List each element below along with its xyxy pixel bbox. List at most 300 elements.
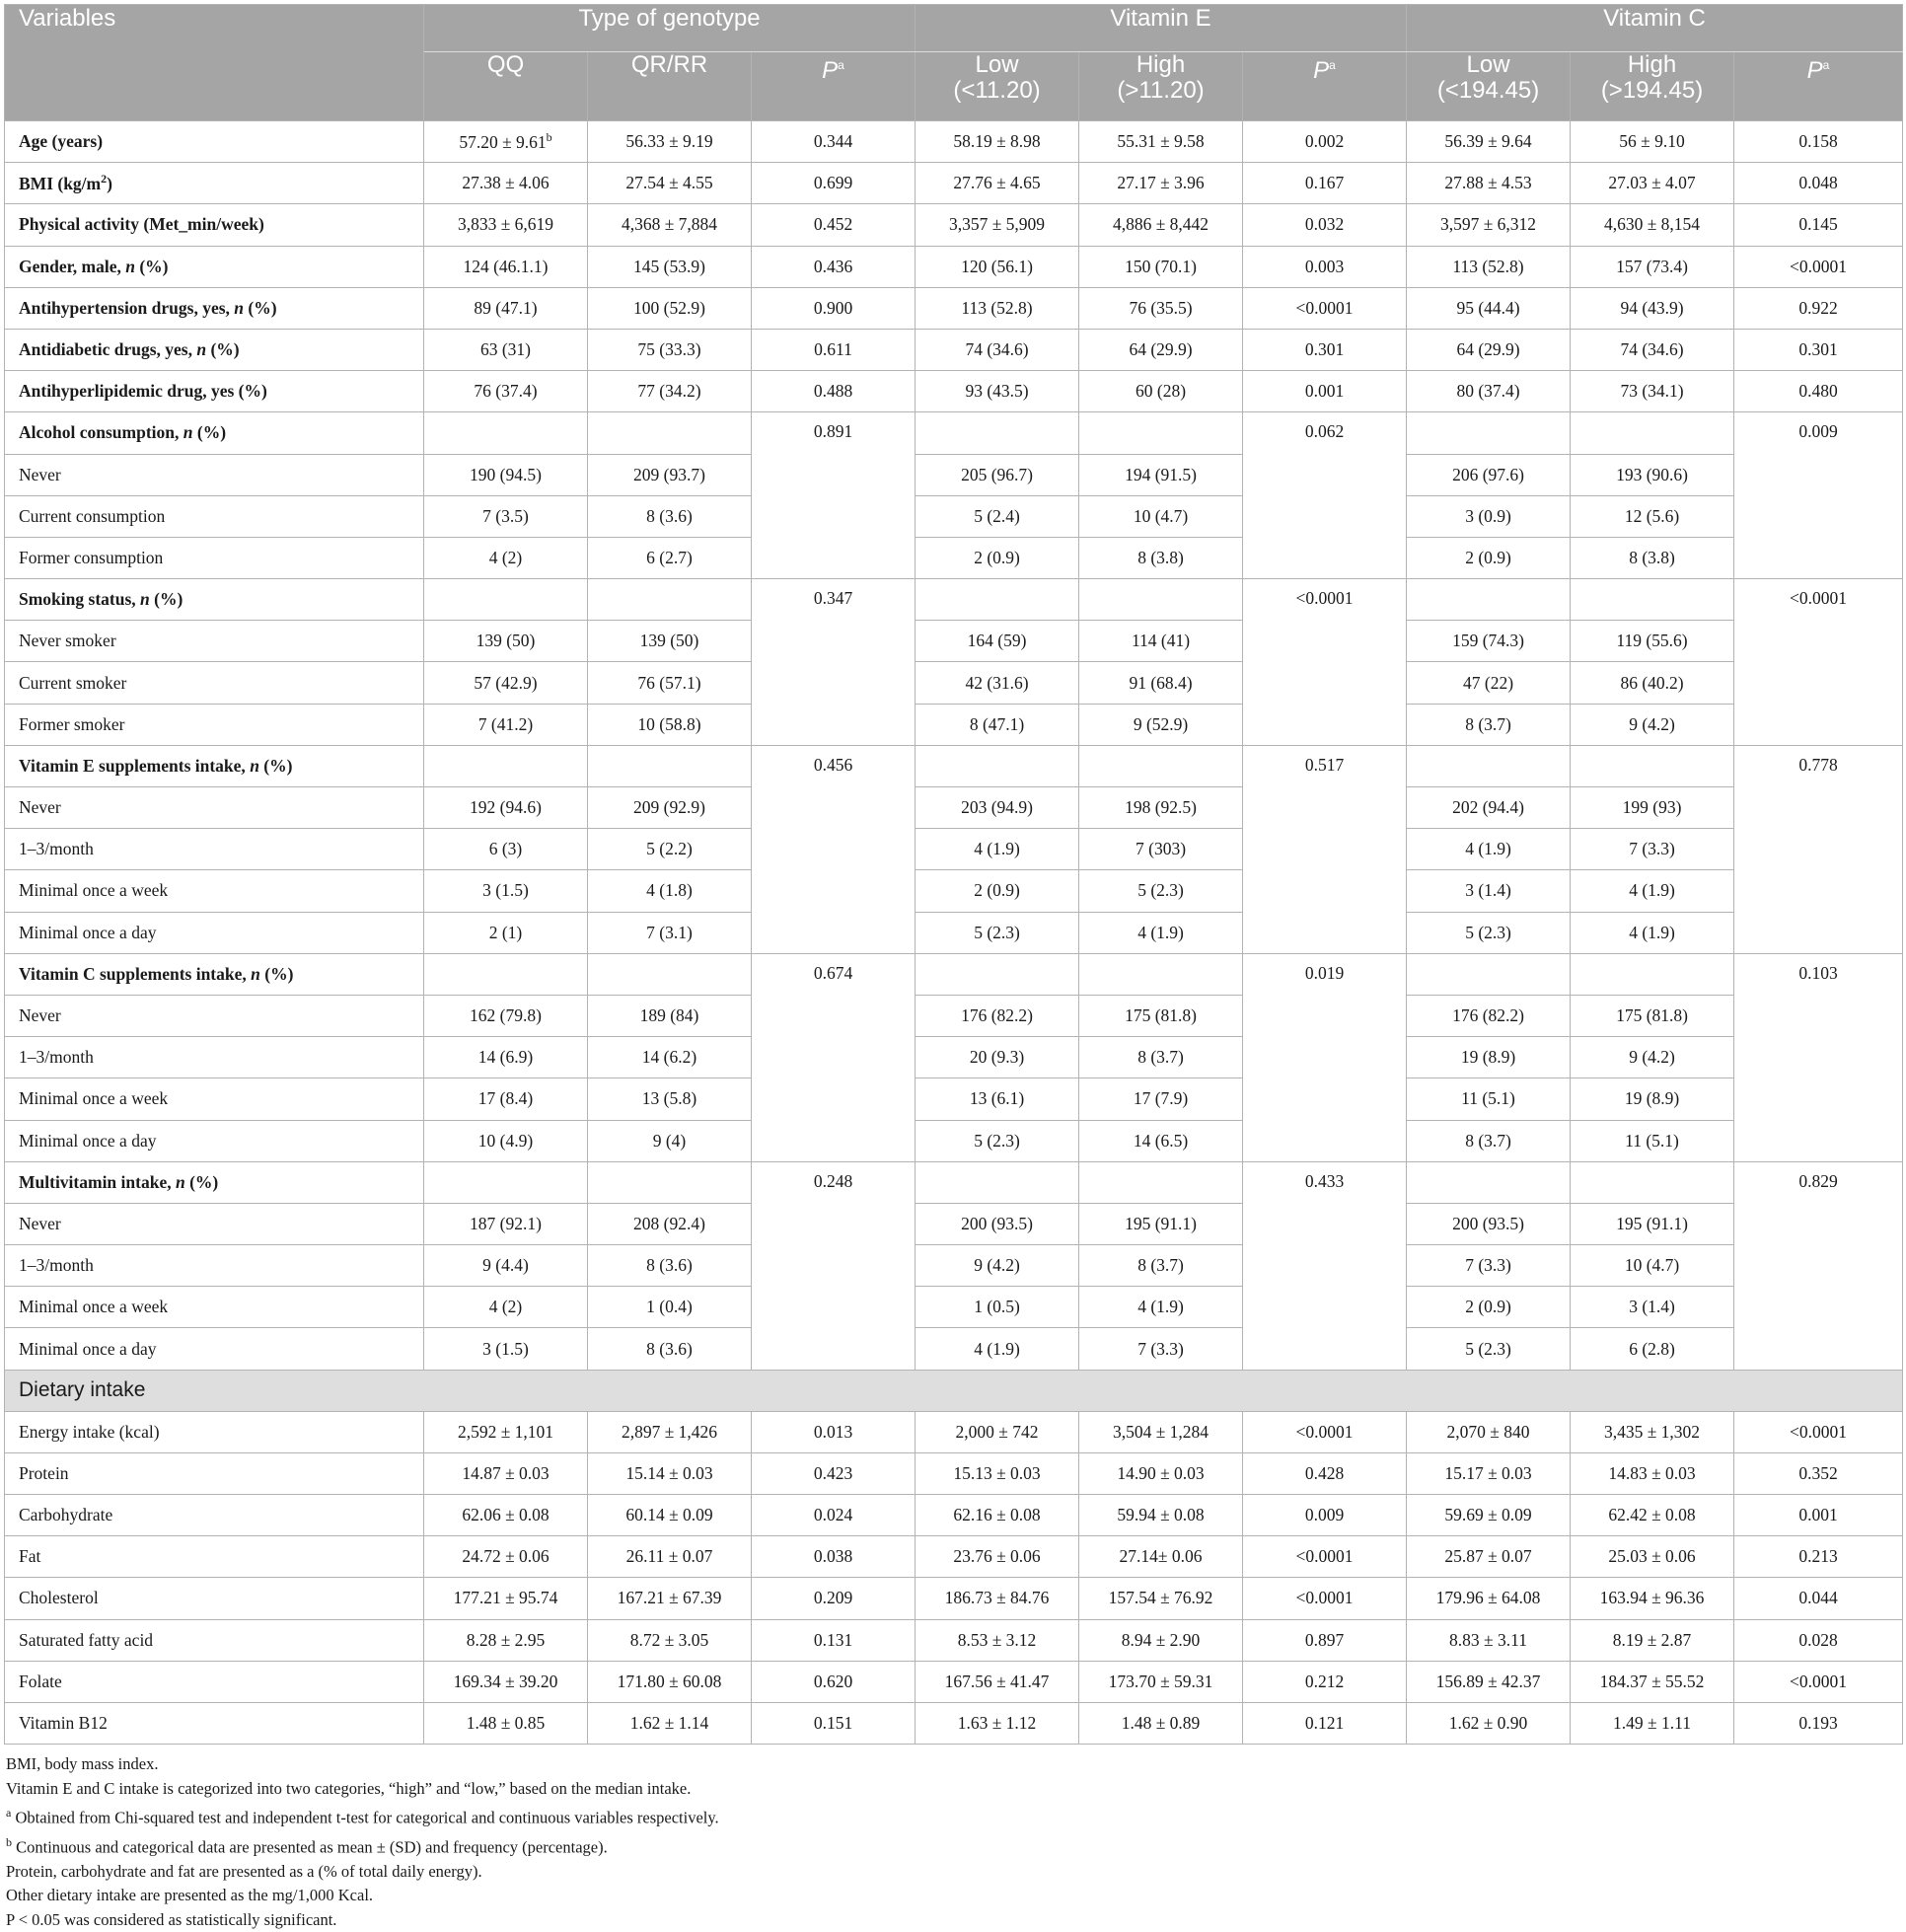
- table-row: [5, 454, 1903, 495]
- cell: 64 (29.9): [1407, 329, 1571, 370]
- cell: 2 (0.9): [916, 870, 1079, 912]
- cell: 0.002: [1243, 121, 1407, 163]
- cell: 0.620: [752, 1661, 916, 1702]
- cell: 0.145: [1734, 204, 1903, 246]
- cell: 163.94 ± 96.36: [1571, 1578, 1734, 1619]
- row-label: Multivitamin intake, n (%): [5, 1161, 424, 1203]
- cell: [1407, 1161, 1571, 1203]
- table-row: [5, 1203, 1903, 1244]
- cell: 3,833 ± 6,619: [424, 204, 588, 246]
- table-row: [5, 1078, 1903, 1120]
- table-row: [5, 704, 1903, 745]
- cell: 56.33 ± 9.19: [588, 121, 752, 163]
- table-row: [5, 329, 1903, 370]
- cell: 55.31 ± 9.58: [1079, 121, 1243, 163]
- cell: 94 (43.9): [1571, 287, 1734, 329]
- p-value-header-genotype: $P^a$: [752, 52, 916, 121]
- cell: 202 (94.4): [1407, 787, 1571, 829]
- cell: 26.11 ± 0.07: [588, 1536, 752, 1578]
- cell: 7 (3.3): [1407, 1245, 1571, 1287]
- footnote-categorization: Vitamin E and C intake is categorized into two categories, “high” and “low,” based on the median intake.: [6, 1778, 692, 1798]
- row-label: Folate: [5, 1661, 424, 1702]
- cell: 3,435 ± 1,302: [1571, 1411, 1734, 1452]
- cell: 175 (81.8): [1571, 995, 1734, 1036]
- cell: <0.0001: [1243, 1578, 1407, 1619]
- cell: 5 (2.3): [1407, 1328, 1571, 1370]
- cell: 186.73 ± 84.76: [916, 1578, 1079, 1619]
- cell: 8.28 ± 2.95: [424, 1619, 588, 1661]
- cell: 3 (0.9): [1407, 495, 1571, 537]
- cell: 177.21 ± 95.74: [424, 1578, 588, 1619]
- cell: 167.56 ± 41.47: [916, 1661, 1079, 1702]
- cell: 6 (2.7): [588, 537, 752, 578]
- cell: 5 (2.2): [588, 829, 752, 870]
- cell: 4 (1.8): [588, 870, 752, 912]
- cell: 193 (90.6): [1571, 454, 1734, 495]
- table-row: [5, 621, 1903, 662]
- cell: 173.70 ± 59.31: [1079, 1661, 1243, 1702]
- cell: <0.0001: [1243, 287, 1407, 329]
- cell: 56 ± 9.10: [1571, 121, 1734, 163]
- row-label: Vitamin B12: [5, 1702, 424, 1744]
- cell: 0.121: [1243, 1702, 1407, 1744]
- cell: 27.17 ± 3.96: [1079, 163, 1243, 204]
- cell: 4 (1.9): [1571, 870, 1734, 912]
- genotype-group-header: Type of genotype: [424, 5, 916, 52]
- table-row: [5, 870, 1903, 912]
- row-label: BMI $(kg/m^2)$: [5, 163, 424, 204]
- cell: 15.17 ± 0.03: [1407, 1452, 1571, 1494]
- header-row-groups: [5, 5, 1903, 52]
- cell: 7 (3.5): [424, 495, 588, 537]
- table-row: [5, 121, 1903, 163]
- row-label: Antidiabetic drugs, yes, n (%): [5, 329, 424, 370]
- cell: 139 (50): [588, 621, 752, 662]
- cell: [424, 953, 588, 995]
- cell: 7 (41.2): [424, 704, 588, 745]
- table-row: [5, 1411, 1903, 1452]
- cell: 0.344: [752, 121, 916, 163]
- cell: 120 (56.1): [916, 246, 1079, 287]
- cell: 0.900: [752, 287, 916, 329]
- cell: 1.48 ± 0.85: [424, 1702, 588, 1744]
- footnote-a: $^a$ Obtained from Chi-squared test and independent t-test for categorical and continuous variables respectively.: [6, 1805, 719, 1827]
- table-row: [5, 495, 1903, 537]
- section-row-dietary-intake: [5, 1370, 1903, 1411]
- cell: 1.49 ± 1.11: [1571, 1702, 1734, 1744]
- cell: 76 (57.1): [588, 662, 752, 704]
- cell: 1 (0.4): [588, 1287, 752, 1328]
- cell: 14.87 ± 0.03: [424, 1452, 588, 1494]
- cell: 8 (3.7): [1079, 1245, 1243, 1287]
- cell: 113 (52.8): [1407, 246, 1571, 287]
- cell: 184.37 ± 55.52: [1571, 1661, 1734, 1702]
- cell: 0.044: [1734, 1578, 1903, 1619]
- p-value-cell: 0.517: [1243, 745, 1407, 953]
- table-row: [5, 1037, 1903, 1078]
- cell: 2,070 ± 840: [1407, 1411, 1571, 1452]
- row-label: 1–3/month: [5, 1245, 424, 1287]
- cell: 19 (8.9): [1571, 1078, 1734, 1120]
- cell: 11 (5.1): [1571, 1120, 1734, 1161]
- cell: 14 (6.9): [424, 1037, 588, 1078]
- cell: 2 (0.9): [916, 537, 1079, 578]
- cell: 14.83 ± 0.03: [1571, 1452, 1734, 1494]
- cell: 0.048: [1734, 163, 1903, 204]
- cell: [1571, 412, 1734, 454]
- cell: [1407, 579, 1571, 621]
- cell: 1.62 ± 0.90: [1407, 1702, 1571, 1744]
- cell: 119 (55.6): [1571, 621, 1734, 662]
- cell: 57.20 ± 9.61$^b$: [424, 121, 588, 163]
- cell: 0.922: [1734, 287, 1903, 329]
- cell: 7 (3.3): [1571, 829, 1734, 870]
- row-label: Never smoker: [5, 621, 424, 662]
- cell: 3 (1.5): [424, 870, 588, 912]
- cell: 27.14± 0.06: [1079, 1536, 1243, 1578]
- cell: 9 (4): [588, 1120, 752, 1161]
- row-label: Minimal once a day: [5, 1328, 424, 1370]
- cell: 8 (3.6): [588, 495, 752, 537]
- cell: [1079, 412, 1243, 454]
- cell: 156.89 ± 42.37: [1407, 1661, 1571, 1702]
- cell: 0.428: [1243, 1452, 1407, 1494]
- cell: 0.167: [1243, 163, 1407, 204]
- cell: 4 (1.9): [1571, 912, 1734, 953]
- p-value-cell: 0.829: [1734, 1161, 1903, 1370]
- cell: 80 (37.4): [1407, 371, 1571, 412]
- cell: 14 (6.2): [588, 1037, 752, 1078]
- cell: 76 (35.5): [1079, 287, 1243, 329]
- row-label: Current consumption: [5, 495, 424, 537]
- cell: <0.0001: [1243, 1411, 1407, 1452]
- cell: [1571, 579, 1734, 621]
- cell: 24.72 ± 0.06: [424, 1536, 588, 1578]
- cell: 2,897 ± 1,426: [588, 1411, 752, 1452]
- cell: 8 (3.8): [1571, 537, 1734, 578]
- cell: 169.34 ± 39.20: [424, 1661, 588, 1702]
- cell: 139 (50): [424, 621, 588, 662]
- cell: 205 (96.7): [916, 454, 1079, 495]
- row-label: Physical activity (Met_min/week): [5, 204, 424, 246]
- cell: 57 (42.9): [424, 662, 588, 704]
- cell: 0.003: [1243, 246, 1407, 287]
- cell: 89 (47.1): [424, 287, 588, 329]
- cell: 209 (93.7): [588, 454, 752, 495]
- vitamin-e-group-header: Vitamin E: [916, 5, 1407, 52]
- row-label: Vitamin E supplements intake, n (%): [5, 745, 424, 786]
- cell: 0.013: [752, 1411, 916, 1452]
- cell: 74 (34.6): [1571, 329, 1734, 370]
- cell: 13 (5.8): [588, 1078, 752, 1120]
- row-label: 1–3/month: [5, 829, 424, 870]
- cell: 0.212: [1243, 1661, 1407, 1702]
- variables-header: Variables: [5, 5, 424, 121]
- cell: 9 (4.2): [1571, 704, 1734, 745]
- table-row: [5, 662, 1903, 704]
- cell: 0.301: [1734, 329, 1903, 370]
- cell: [1079, 953, 1243, 995]
- cell: 1.63 ± 1.12: [916, 1702, 1079, 1744]
- cell: 4 (1.9): [1079, 1287, 1243, 1328]
- cell: 4 (1.9): [1407, 829, 1571, 870]
- cell: 198 (92.5): [1079, 787, 1243, 829]
- table-row: [5, 1120, 1903, 1161]
- cell: 187 (92.1): [424, 1203, 588, 1244]
- table-row: [5, 1161, 1903, 1203]
- row-label: Saturated fatty acid: [5, 1619, 424, 1661]
- cell: [588, 953, 752, 995]
- cell: 8 (3.6): [588, 1328, 752, 1370]
- qq-header: QQ: [424, 52, 588, 121]
- cell: 0.028: [1734, 1619, 1903, 1661]
- footnote-macronutrients: Protein, carbohydrate and fat are presented as a (% of total daily energy).: [6, 1861, 482, 1881]
- cell: [1407, 953, 1571, 995]
- p-value-cell: 0.062: [1243, 412, 1407, 579]
- cell: 27.54 ± 4.55: [588, 163, 752, 204]
- cell: 2,000 ± 742: [916, 1411, 1079, 1452]
- cell: 58.19 ± 8.98: [916, 121, 1079, 163]
- cell: 179.96 ± 64.08: [1407, 1578, 1571, 1619]
- cell: 1.48 ± 0.89: [1079, 1702, 1243, 1744]
- cell: 59.94 ± 0.08: [1079, 1495, 1243, 1536]
- section-title: Dietary intake: [5, 1370, 1903, 1411]
- cell: 0.151: [752, 1702, 916, 1744]
- cell: 0.301: [1243, 329, 1407, 370]
- cell: 0.699: [752, 163, 916, 204]
- cell: 5 (2.4): [916, 495, 1079, 537]
- cell: 17 (8.4): [424, 1078, 588, 1120]
- row-label: Minimal once a week: [5, 1287, 424, 1328]
- cell: 60.14 ± 0.09: [588, 1495, 752, 1536]
- cell: 0.423: [752, 1452, 916, 1494]
- cell: 2 (1): [424, 912, 588, 953]
- cell: 7 (3.3): [1079, 1328, 1243, 1370]
- table-row: [5, 1245, 1903, 1287]
- row-label: Minimal once a week: [5, 870, 424, 912]
- cell: 0.213: [1734, 1536, 1903, 1578]
- cell: 62.16 ± 0.08: [916, 1495, 1079, 1536]
- cell: 56.39 ± 9.64: [1407, 121, 1571, 163]
- cell: 195 (91.1): [1571, 1203, 1734, 1244]
- cell: 8.72 ± 3.05: [588, 1619, 752, 1661]
- cell: 159 (74.3): [1407, 621, 1571, 662]
- row-label: Alcohol consumption, n (%): [5, 412, 424, 454]
- cell: 167.21 ± 67.39: [588, 1578, 752, 1619]
- cell: [424, 745, 588, 786]
- cell: 100 (52.9): [588, 287, 752, 329]
- table-row: [5, 745, 1903, 786]
- cell: 4 (2): [424, 537, 588, 578]
- cell: 13 (6.1): [916, 1078, 1079, 1120]
- cell: 189 (84): [588, 995, 752, 1036]
- cell: 7 (303): [1079, 829, 1243, 870]
- cell: 4 (1.9): [916, 829, 1079, 870]
- cell: 27.38 ± 4.06: [424, 163, 588, 204]
- cell: 2 (0.9): [1407, 1287, 1571, 1328]
- cell: 5 (2.3): [1079, 870, 1243, 912]
- cell: 9 (52.9): [1079, 704, 1243, 745]
- cell: 0.038: [752, 1536, 916, 1578]
- cell: 0.611: [752, 329, 916, 370]
- cell: 6 (3): [424, 829, 588, 870]
- cell: [1079, 579, 1243, 621]
- row-label: Age (years): [5, 121, 424, 163]
- cell: 0.158: [1734, 121, 1903, 163]
- p-value-header-vit-e: $P^a$: [1243, 52, 1407, 121]
- cell: 0.436: [752, 246, 916, 287]
- vit-c-low-header: Low (<194.45): [1407, 52, 1571, 121]
- cell: 206 (97.6): [1407, 454, 1571, 495]
- cell: 8.19 ± 2.87: [1571, 1619, 1734, 1661]
- row-label: Gender, male, n (%): [5, 246, 424, 287]
- table-row: [5, 829, 1903, 870]
- cell: 199 (93): [1571, 787, 1734, 829]
- cell: 7 (3.1): [588, 912, 752, 953]
- row-label: Current smoker: [5, 662, 424, 704]
- p-value-cell: 0.456: [752, 745, 916, 953]
- cell: 1.62 ± 1.14: [588, 1702, 752, 1744]
- p-value-cell: 0.891: [752, 412, 916, 579]
- cell: 3 (1.4): [1407, 870, 1571, 912]
- cell: 157 (73.4): [1571, 246, 1734, 287]
- cell: 8 (3.7): [1407, 704, 1571, 745]
- footnote-bmi: BMI, body mass index.: [6, 1754, 159, 1774]
- cell: 14.90 ± 0.03: [1079, 1452, 1243, 1494]
- vit-e-low-header: Low (<11.20): [916, 52, 1079, 121]
- p-value-cell: <0.0001: [1243, 579, 1407, 746]
- cell: 192 (94.6): [424, 787, 588, 829]
- cell: 8 (3.7): [1407, 1120, 1571, 1161]
- cell: 8 (3.8): [1079, 537, 1243, 578]
- table-row: [5, 246, 1903, 287]
- cell: [916, 745, 1079, 786]
- cell: 9 (4.4): [424, 1245, 588, 1287]
- cell: 0.452: [752, 204, 916, 246]
- cell: 25.03 ± 0.06: [1571, 1536, 1734, 1578]
- cell: 9 (4.2): [1571, 1037, 1734, 1078]
- row-label: Never: [5, 1203, 424, 1244]
- table-row: [5, 1328, 1903, 1370]
- cell: 10 (4.9): [424, 1120, 588, 1161]
- cell: 4,886 ± 8,442: [1079, 204, 1243, 246]
- cell: 157.54 ± 76.92: [1079, 1578, 1243, 1619]
- table-row: [5, 787, 1903, 829]
- row-label: Smoking status, n (%): [5, 579, 424, 621]
- cell: 208 (92.4): [588, 1203, 752, 1244]
- cell: [588, 1161, 752, 1203]
- table-row: [5, 1536, 1903, 1578]
- cell: 162 (79.8): [424, 995, 588, 1036]
- cell: 0.032: [1243, 204, 1407, 246]
- cell: 113 (52.8): [916, 287, 1079, 329]
- row-label: Never: [5, 454, 424, 495]
- table-row: [5, 1661, 1903, 1702]
- cell: 8.94 ± 2.90: [1079, 1619, 1243, 1661]
- cell: 4,368 ± 7,884: [588, 204, 752, 246]
- cell: <0.0001: [1734, 1411, 1903, 1452]
- cell: 3,357 ± 5,909: [916, 204, 1079, 246]
- p-value-cell: 0.778: [1734, 745, 1903, 953]
- row-label: Never: [5, 995, 424, 1036]
- cell: 200 (93.5): [916, 1203, 1079, 1244]
- cell: 150 (70.1): [1079, 246, 1243, 287]
- cell: [588, 579, 752, 621]
- cell: 10 (4.7): [1571, 1245, 1734, 1287]
- row-label: Minimal once a week: [5, 1078, 424, 1120]
- table-row: [5, 995, 1903, 1036]
- vit-c-high-header: High (>194.45): [1571, 52, 1734, 121]
- cell: 8.53 ± 3.12: [916, 1619, 1079, 1661]
- cell: 76 (37.4): [424, 371, 588, 412]
- cell: 4 (1.9): [1079, 912, 1243, 953]
- cell: [588, 412, 752, 454]
- cell: 75 (33.3): [588, 329, 752, 370]
- cell: <0.0001: [1243, 1536, 1407, 1578]
- cell: 42 (31.6): [916, 662, 1079, 704]
- table-row: [5, 371, 1903, 412]
- cell: 62.42 ± 0.08: [1571, 1495, 1734, 1536]
- table-page: [4, 4, 1902, 1932]
- p-value-cell: 0.433: [1243, 1161, 1407, 1370]
- table-row: [5, 953, 1903, 995]
- row-label: Antihypertension drugs, yes, n (%): [5, 287, 424, 329]
- cell: 74 (34.6): [916, 329, 1079, 370]
- cell: 203 (94.9): [916, 787, 1079, 829]
- cell: 4 (2): [424, 1287, 588, 1328]
- table-row: [5, 287, 1903, 329]
- row-label: Energy intake (kcal): [5, 1411, 424, 1452]
- footnote-b: $^b$ Continuous and categorical data are presented as mean ± (SD) and frequency (percentage).: [6, 1834, 608, 1857]
- cell: 0.480: [1734, 371, 1903, 412]
- cell: 175 (81.8): [1079, 995, 1243, 1036]
- table-row: [5, 579, 1903, 621]
- table-row: [5, 163, 1903, 204]
- cell: 27.88 ± 4.53: [1407, 163, 1571, 204]
- cell: 91 (68.4): [1079, 662, 1243, 704]
- cell: 20 (9.3): [916, 1037, 1079, 1078]
- cell: 62.06 ± 0.08: [424, 1495, 588, 1536]
- cell: [1407, 412, 1571, 454]
- cell: 14 (6.5): [1079, 1120, 1243, 1161]
- cell: 11 (5.1): [1407, 1078, 1571, 1120]
- cell: 171.80 ± 60.08: [588, 1661, 752, 1702]
- cell: 86 (40.2): [1571, 662, 1734, 704]
- row-label: Protein: [5, 1452, 424, 1494]
- cell: 176 (82.2): [916, 995, 1079, 1036]
- p-value-cell: <0.0001: [1734, 579, 1903, 746]
- row-label: Minimal once a day: [5, 1120, 424, 1161]
- footnote-significance: P < 0.05 was considered as statistically significant.: [6, 1909, 337, 1929]
- table-row: [5, 537, 1903, 578]
- cell: 2,592 ± 1,101: [424, 1411, 588, 1452]
- cell: 4 (1.9): [916, 1328, 1079, 1370]
- characteristics-table: [4, 4, 1903, 1745]
- vitamin-c-group-header: Vitamin C: [1407, 5, 1903, 52]
- p-value-cell: 0.103: [1734, 953, 1903, 1161]
- cell: 8 (3.7): [1079, 1037, 1243, 1078]
- table-row: [5, 204, 1903, 246]
- cell: 3,597 ± 6,312: [1407, 204, 1571, 246]
- cell: 209 (92.9): [588, 787, 752, 829]
- cell: 3 (1.4): [1571, 1287, 1734, 1328]
- cell: 0.352: [1734, 1452, 1903, 1494]
- p-value-header-vit-c: $P^a$: [1734, 52, 1903, 121]
- cell: 1 (0.5): [916, 1287, 1079, 1328]
- qr-rr-header: QR/RR: [588, 52, 752, 121]
- cell: 63 (31): [424, 329, 588, 370]
- cell: [916, 579, 1079, 621]
